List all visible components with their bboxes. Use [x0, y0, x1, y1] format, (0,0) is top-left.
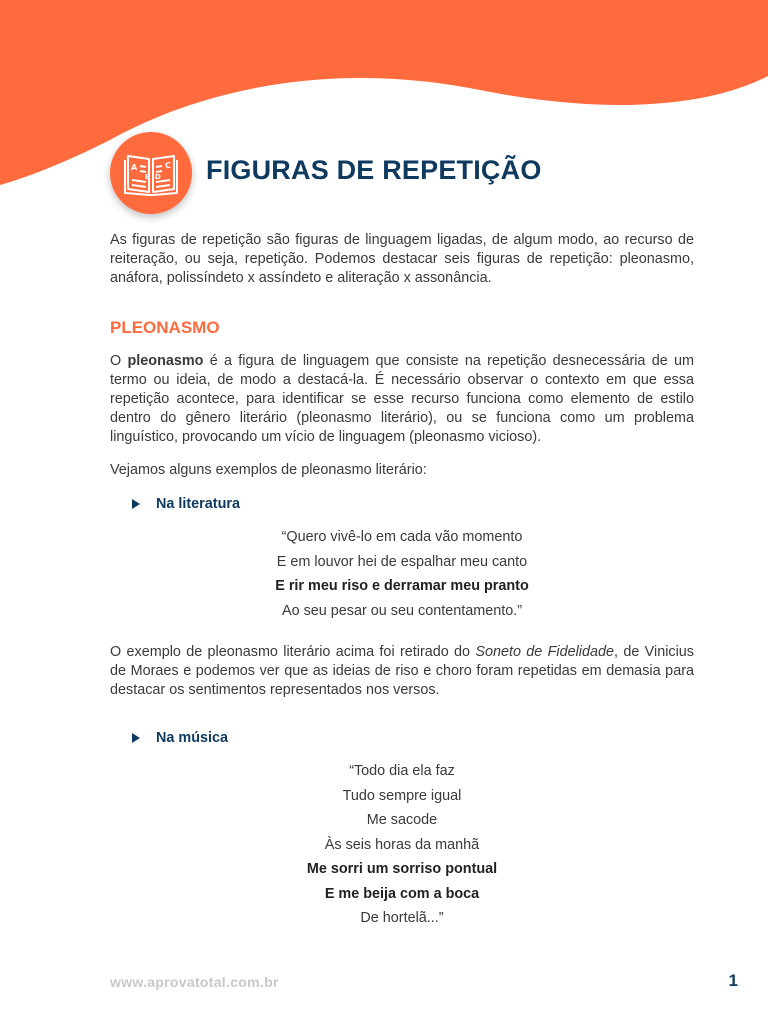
lyric-line-highlight: Me sorri um sorriso pontual — [306, 861, 498, 877]
content — [110, 231, 694, 931]
explanation-start: O exemplo de pleonasmo literário acima foi retirado do — [110, 644, 476, 660]
header-badge — [110, 132, 192, 214]
lyric-line-highlight: E me beija com a boca — [324, 885, 480, 902]
svg-text:B: B — [145, 173, 151, 181]
term-pleonasmo: pleonasmo — [127, 353, 204, 369]
svg-text:C: C — [165, 161, 171, 170]
section-heading: PLEONASMO — [110, 318, 220, 337]
lyric-line: De hortelã...” — [360, 910, 444, 926]
lyric-line: Me sacode — [366, 812, 438, 828]
bullet-literatura — [132, 494, 694, 513]
poem-line: “Quero vivê-lo em cada vão momento — [281, 529, 523, 545]
triangle-bullet-icon — [132, 499, 140, 509]
poem-line: Ao seu pesar ou seu contentamento.” — [282, 602, 522, 619]
poem-line-highlight: E rir meu riso e derramar meu pranto — [275, 578, 529, 594]
triangle-bullet-icon — [132, 733, 140, 743]
bullet-musica — [132, 728, 694, 747]
page-title: FIGURAS DE REPETIÇÃO — [206, 155, 542, 185]
intro-paragraph: As figuras de repetição são figuras de linguagem ligadas, de algum modo, ao recurso de reiteração, ou seja, repetição. Podemos destacar seis figuras de repetição: pleonasmo, anáfora, polissíndeto x assíndeto e aliteração x assonância. — [110, 232, 694, 286]
page-number: 1 — [728, 971, 738, 990]
examples-intro: Vejamos alguns exemplos de pleonasmo literário: — [110, 462, 427, 478]
bullet-label: Na literatura — [156, 495, 240, 512]
poem-musica — [110, 759, 694, 931]
poem-line: E em louvor hei de espalhar meu canto — [276, 553, 528, 570]
lyric-line: “Todo dia ela faz — [349, 763, 455, 779]
pleonasmo-definition — [110, 352, 694, 447]
definition-rest: é a figura de linguagem que consiste na repetição desnecessária de um termo ou ideia, de modo a destacá-la. É necessário observar o contexto em que essa repetição acontece, para identificar se esse recurso funciona como elemento de estilo dentro do gênero literário (pleonasmo literário), ou se funciona como um problema linguístico, provocando um vício de linguagem (pleonasmo vicioso). — [110, 353, 694, 445]
explanation-rest: , de Vinicius de Moraes e podemos ver que as ideias de riso e choro foram repetidas em demasia para destacar os sentimentos representados nos versos. — [110, 644, 694, 698]
svg-text:A: A — [131, 163, 138, 172]
svg-text:D: D — [155, 173, 161, 181]
lyric-line: Às seis horas da manhã — [324, 836, 480, 853]
poem-literatura — [110, 525, 694, 623]
bullet-label: Na música — [156, 729, 228, 746]
lyric-line: Tudo sempre igual — [342, 787, 462, 804]
footer-website-link[interactable]: www.aprovatotal.com.br — [110, 974, 279, 990]
abc-book-icon — [110, 132, 192, 214]
poem-title: Soneto de Fidelidade — [475, 644, 615, 660]
example-explanation — [110, 643, 694, 700]
definition-start: O — [110, 353, 128, 369]
